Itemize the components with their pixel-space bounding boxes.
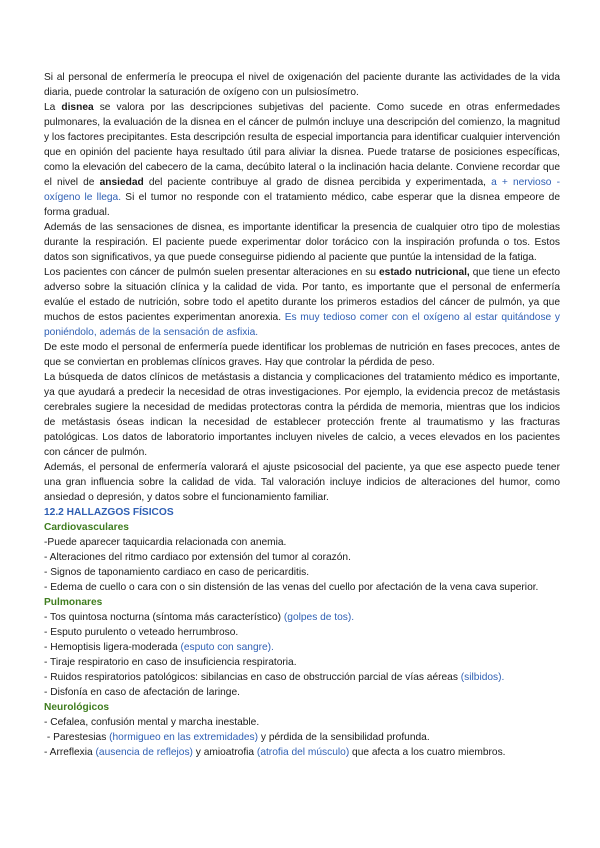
paragraph-psychosocial: Además, el personal de enfermería valorará el ajuste psicosocial del paciente, ya que ese aspecto puede tener una gran influencia sobre la calidad de vida. Tal valoración incluye indicios de alteraciones del humor, como ansiedad o depresión, y datos sobre el funcionamiento familiar. (44, 462, 560, 503)
paragraph-oxygenation: Si al personal de enfermería le preocupa el nivel de oxigenación del paciente durante las actividades de la vida diaria, puede controlar la saturación de oxígeno con un pulsiosímetro. (44, 72, 560, 98)
paragraph-nutrition (44, 265, 560, 340)
term-dyspnea: disnea (61, 102, 94, 113)
annotation-note: (golpes de tos). (283, 612, 355, 623)
text-run: - Esputo purulento o veteado herrumbroso. (44, 627, 239, 638)
document-page (44, 70, 560, 760)
text-run: que tiene un efecto adverso sobre la situación clínica y la calidad de vida. Por tanto, es importante que el personal de enfermería evalúe el estado de nutrición, sobre todo el apetito durante los primeros estadios del cáncer de pulmón, ya que muchos de estos pacientes experimentan anorexia. (44, 267, 561, 323)
text-run: - Ruidos respiratorios patológicos: sibilancias en caso de obstrucción parcial de vías aéreas (44, 672, 461, 683)
subsection-title-pulmo: Pulmonares (44, 597, 103, 608)
list-item (44, 610, 560, 625)
annotation-note: (silbidos). (460, 672, 505, 683)
list-item: - Alteraciones del ritmo cardiaco por extensión del tumor al corazón. (44, 552, 351, 563)
section-title: 12.2 HALLAZGOS FÍSICOS (44, 507, 174, 518)
text-run: y pérdida de la sensibilidad profunda. (258, 732, 430, 743)
text-run: - Tos quintosa nocturna (síntoma más característico) (44, 612, 284, 623)
list-item (44, 655, 560, 670)
term-nutritional-state: estado nutricional, (379, 267, 470, 278)
text-run: que afecta a los cuatro miembros. (349, 747, 506, 758)
subsection-title-neuro: Neurológicos (44, 702, 110, 713)
paragraph-nutrition-problems: De este modo el personal de enfermería puede identificar los problemas de nutrición en fases precoces, antes de que se conviertan en problemas clínicos graves. Hay que controlar la pérdida de peso. (44, 342, 560, 368)
list-item: - Signos de taponamiento cardiaco en caso de pericarditis. (44, 567, 310, 578)
annotation-note: (ausencia de reflejos) (95, 747, 193, 758)
list-item (44, 670, 560, 685)
list-item (44, 685, 560, 700)
text-run: - Disfonía en caso de afectación de laringe. (44, 687, 240, 698)
text-run: del paciente contribuye al grado de disnea percibida y experimentada, (143, 177, 492, 188)
text-run: - Tiraje respiratorio en caso de insuficiencia respiratoria. (44, 657, 297, 668)
text-run: Si el tumor no responde con el tratamiento médico, cabe esperar que la disnea empeore de forma gradual. (44, 192, 560, 218)
list-item: - Cefalea, confusión mental y marcha inestable. (44, 717, 260, 728)
annotation-note: Es muy tedioso comer con el oxígeno al estar quitándose y poniéndolo, además de la sensación de asfixia. (44, 312, 560, 338)
subsection-title-cardio: Cardiovasculares (44, 522, 129, 533)
text-run: - Hemoptisis ligera-moderada (44, 642, 181, 653)
paragraph-metastasis: La búsqueda de datos clínicos de metástasis a distancia y complicaciones del tratamiento médico es importante, ya que ayudará a predecir la necesidad de otras investigaciones. Por ejemplo, la evidencia precoz de metástasis cerebrales sugiere la necesidad de medidas protectoras contra la pérdida de memoria, mientras que los indicios de metástasis óseas indican la necesidad de establecer protección frente al traumatismo y las fracturas patológicas. Los datos de laboratorio importantes incluyen niveles de calcio, a veces elevados en los pacientes con cáncer de pulmón. (44, 372, 560, 458)
text-run: se valora por las descripciones subjetivas del paciente. Como sucede en otras enfermedades pulmonares, la evaluación de la disnea en el cáncer de pulmón incluye una descripción del comienzo, la magnitud y los factores precipitantes. Esta descripción resulta de especial importancia para identificar cualquier intervención que en opinión del paciente haya resultado útil para aliviar la disnea. Puede tratarse de posiciones específicas, como la elevación del cabecero de la cama, decúbito lateral o la inclinación hacia delante. Conviene recordar que el nivel de (44, 102, 560, 188)
text-run: - Parestesias (44, 732, 110, 743)
annotation-note: (esputo con sangre). (180, 642, 274, 653)
paragraph-breathing-discomfort: Además de las sensaciones de disnea, es importante identificar la presencia de cualquier otro tipo de molestias durante la respiración. El paciente puede experimentar dolor torácico con la inspiración profunda o tos. Estos datos son significativos, ya que puede conseguirse pidiendo al paciente que puntúe la intensidad de la fatiga. (44, 222, 560, 263)
text-run: - Arreflexia (44, 747, 96, 758)
term-anxiety: ansiedad (99, 177, 144, 188)
list-item: - Edema de cuello o cara con o sin distensión de las venas del cuello por afectación de la vena cava superior. (44, 582, 539, 593)
list-item (44, 745, 560, 760)
list-item (44, 640, 560, 655)
list-item: -Puede aparecer taquicardia relacionada con anemia. (44, 537, 287, 548)
annotation-note: (atrofia del músculo) (256, 747, 350, 758)
text-run: La (44, 102, 62, 113)
annotation-note: (hormigueo en las extremidades) (109, 732, 259, 743)
text-run: y amioatrofia (192, 747, 257, 758)
text-run: Los pacientes con cáncer de pulmón suelen presentar alteraciones en su (44, 267, 380, 278)
paragraph-dyspnea (44, 100, 560, 220)
list-item (44, 730, 560, 745)
list-item (44, 625, 560, 640)
annotation-note: a + nervioso - oxígeno le llega. (44, 177, 560, 203)
